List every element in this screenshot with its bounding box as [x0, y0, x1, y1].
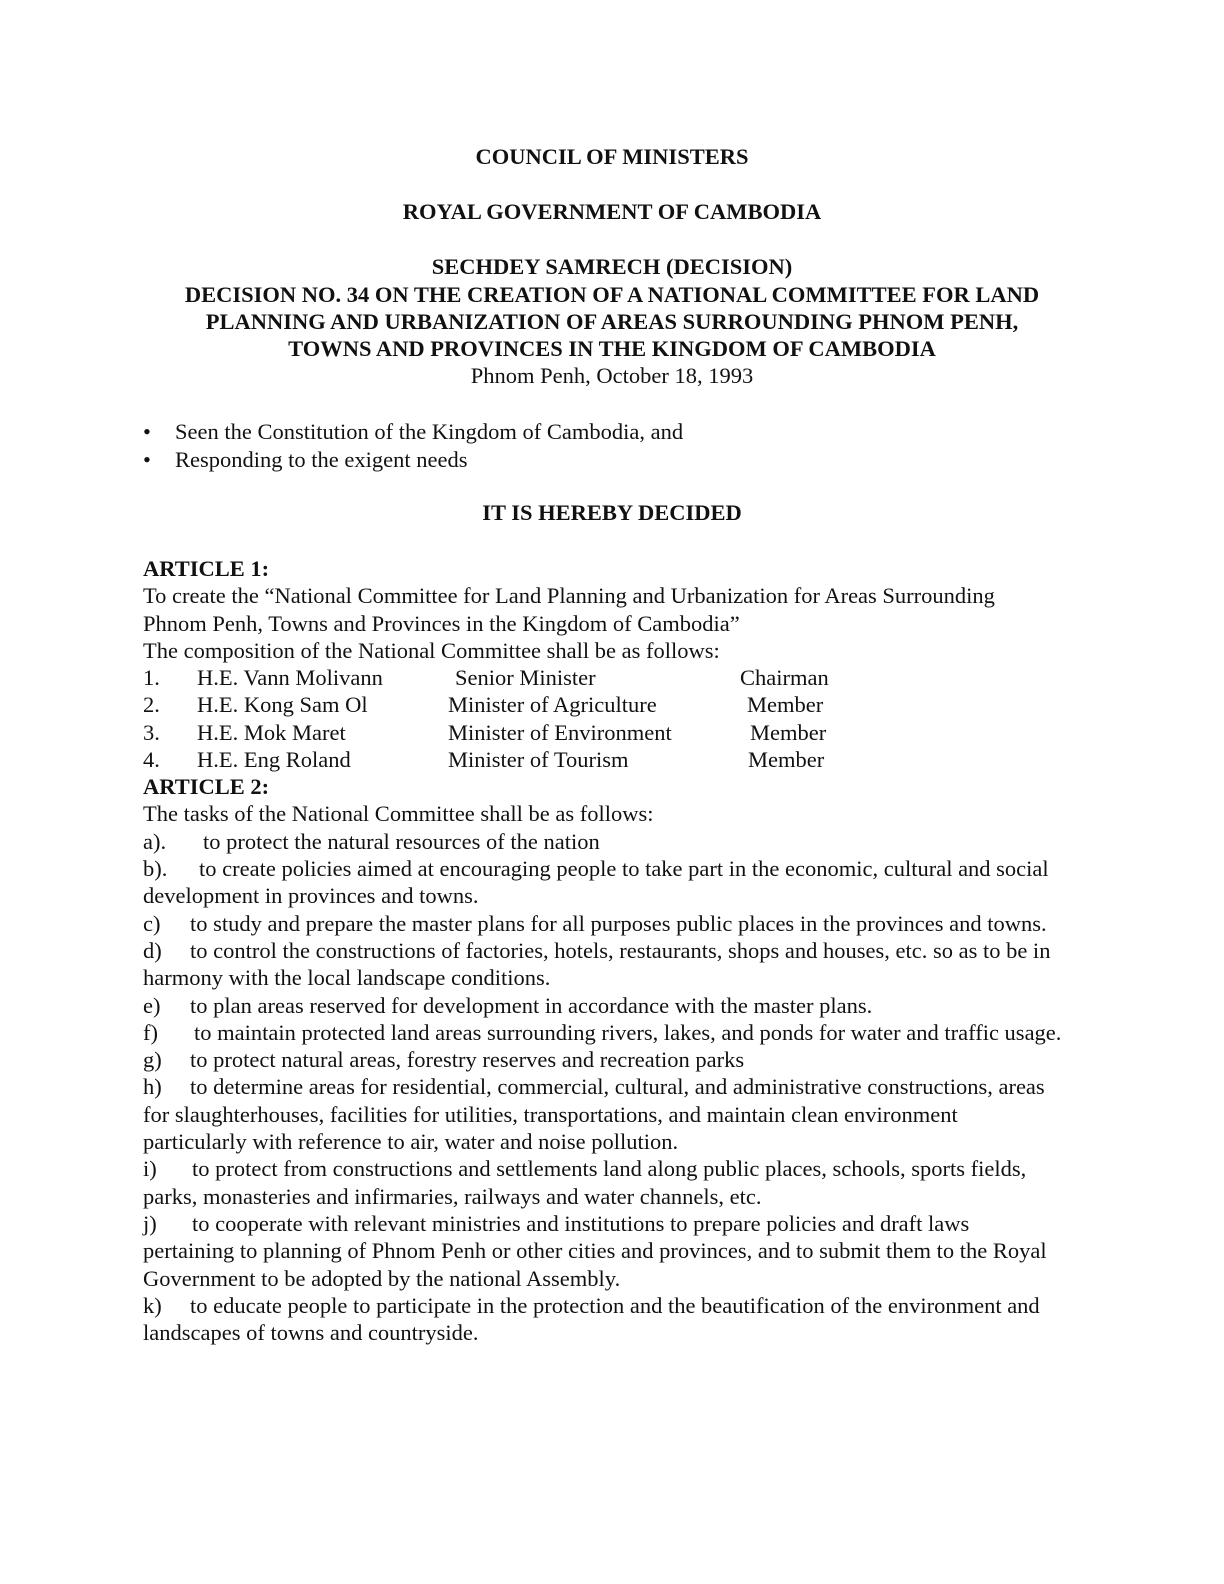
member-row	[143, 691, 1063, 718]
member-position: Minister of Agriculture	[448, 692, 657, 718]
task-label: b).	[143, 856, 168, 882]
government-heading: ROYAL GOVERNMENT OF CAMBODIA	[402, 199, 822, 224]
task-item	[143, 1155, 1063, 1210]
decision-type-heading: SECHDEY SAMRECH (DECISION)	[431, 254, 793, 279]
task-text: to plan areas reserved for development in accordance with the master plans.	[190, 992, 873, 1018]
task-label: d)	[143, 937, 162, 963]
preamble-text: Responding to the exigent needs	[175, 446, 468, 472]
preamble-list	[143, 418, 683, 473]
task-label: i)	[143, 1156, 157, 1182]
task-item	[143, 828, 1063, 855]
task-label: c)	[143, 910, 161, 936]
member-role: Member	[750, 719, 827, 745]
decision-title-line: PLANNING AND URBANIZATION OF AREAS SURROUNDING PHNOM PENH,	[205, 309, 1019, 335]
tasks-intro: The tasks of the National Committee shall be as follows:	[143, 801, 654, 827]
decision-title-line: TOWNS AND PROVINCES IN THE KINGDOM OF CAMBODIA	[288, 336, 936, 362]
task-label: g)	[143, 1047, 162, 1073]
member-row	[143, 746, 1063, 773]
member-number: 4.	[143, 747, 160, 773]
member-name: H.E. Mok Maret	[197, 719, 346, 745]
member-row	[143, 664, 1063, 691]
member-row	[143, 719, 1063, 746]
task-label: k)	[143, 1292, 162, 1318]
task-text: to cooperate with relevant ministries and institutions to prepare policies and draft laws pertaining to planning of Phnom Penh or other cities and provinces, and to submit them to the Royal Government to be adopted by the national Assembly.	[143, 1210, 1047, 1291]
member-number: 2.	[143, 692, 160, 718]
article-1-text-line: To create the “National Committee for Land Planning and Urbanization for Areas Surrounding	[143, 583, 995, 609]
task-text: to protect from constructions and settlements land along public places, schools, sports fields, parks, monasteries and infirmaries, railways and water channels, etc.	[143, 1156, 1027, 1209]
task-text: to protect natural areas, forestry reserves and recreation parks	[190, 1047, 745, 1073]
member-name: H.E. Eng Roland	[197, 747, 351, 773]
articles-body	[143, 555, 1063, 1346]
task-text: to determine areas for residential, commercial, cultural, and administrative constructions, areas for slaughterhouses, facilities for utilities, transportations, and maintain clean environment particularly with reference to air, water and noise pollution.	[143, 1074, 1045, 1155]
task-text: to maintain protected land areas surrounding rivers, lakes, and ponds for water and traffic usage.	[194, 1019, 1062, 1045]
bullet-icon: •	[143, 446, 151, 472]
bullet-icon: •	[143, 419, 151, 444]
task-item	[143, 855, 1063, 910]
council-heading: COUNCIL OF MINISTERS	[475, 144, 749, 169]
member-position: Senior Minister	[455, 665, 596, 691]
member-position: Minister of Tourism	[448, 747, 629, 773]
decision-title	[0, 281, 1224, 363]
decision-date: Phnom Penh, October 18, 1993	[470, 363, 754, 388]
preamble-item	[143, 446, 683, 474]
article-1-heading: ARTICLE 1:	[143, 556, 270, 581]
task-label: j)	[143, 1210, 157, 1236]
composition-intro: The composition of the National Committee shall be as follows:	[143, 637, 720, 663]
task-item	[143, 937, 1063, 992]
member-name: H.E. Kong Sam Ol	[197, 692, 368, 718]
task-item	[143, 1210, 1063, 1292]
task-item	[143, 1046, 1063, 1073]
task-text: to protect the natural resources of the nation	[203, 828, 600, 854]
task-label: a).	[143, 828, 167, 854]
member-role: Chairman	[740, 665, 829, 691]
task-text: to create policies aimed at encouraging people to take part in the economic, cultural and social development in provinces and towns.	[143, 856, 1049, 909]
task-text: to educate people to participate in the protection and the beautification of the environment and landscapes of towns and countryside.	[143, 1292, 1040, 1346]
task-text: to study and prepare the master plans for all purposes public places in the provinces and towns.	[190, 910, 1047, 936]
member-role: Member	[747, 692, 824, 718]
task-text: to control the constructions of factories, hotels, restaurants, shops and houses, etc. so as to be in harmony with the local landscape conditions.	[143, 937, 1051, 991]
task-label: h)	[143, 1074, 162, 1100]
article-2-heading: ARTICLE 2:	[143, 774, 270, 800]
task-item	[143, 910, 1063, 937]
task-item	[143, 992, 1063, 1019]
decision-title-line: DECISION NO. 34 ON THE CREATION OF A NATIONAL COMMITTEE FOR LAND	[184, 282, 1040, 307]
task-label: e)	[143, 992, 161, 1018]
member-number: 1.	[143, 665, 160, 691]
preamble-item	[143, 418, 683, 446]
task-label: f)	[143, 1019, 158, 1045]
task-item	[143, 1292, 1063, 1347]
task-item	[143, 1019, 1063, 1046]
task-item	[143, 1073, 1063, 1155]
members-list	[143, 664, 1063, 773]
decided-heading: IT IS HEREBY DECIDED	[482, 500, 742, 525]
member-name: H.E. Vann Molivann	[197, 665, 383, 691]
member-role: Member	[748, 747, 825, 773]
member-number: 3.	[143, 719, 160, 745]
preamble-text: Seen the Constitution of the Kingdom of Cambodia, and	[175, 419, 684, 444]
member-position: Minister of Environment	[448, 719, 672, 745]
article-1-text-line: Phnom Penh, Towns and Provinces in the Kingdom of Cambodia”	[143, 610, 740, 636]
